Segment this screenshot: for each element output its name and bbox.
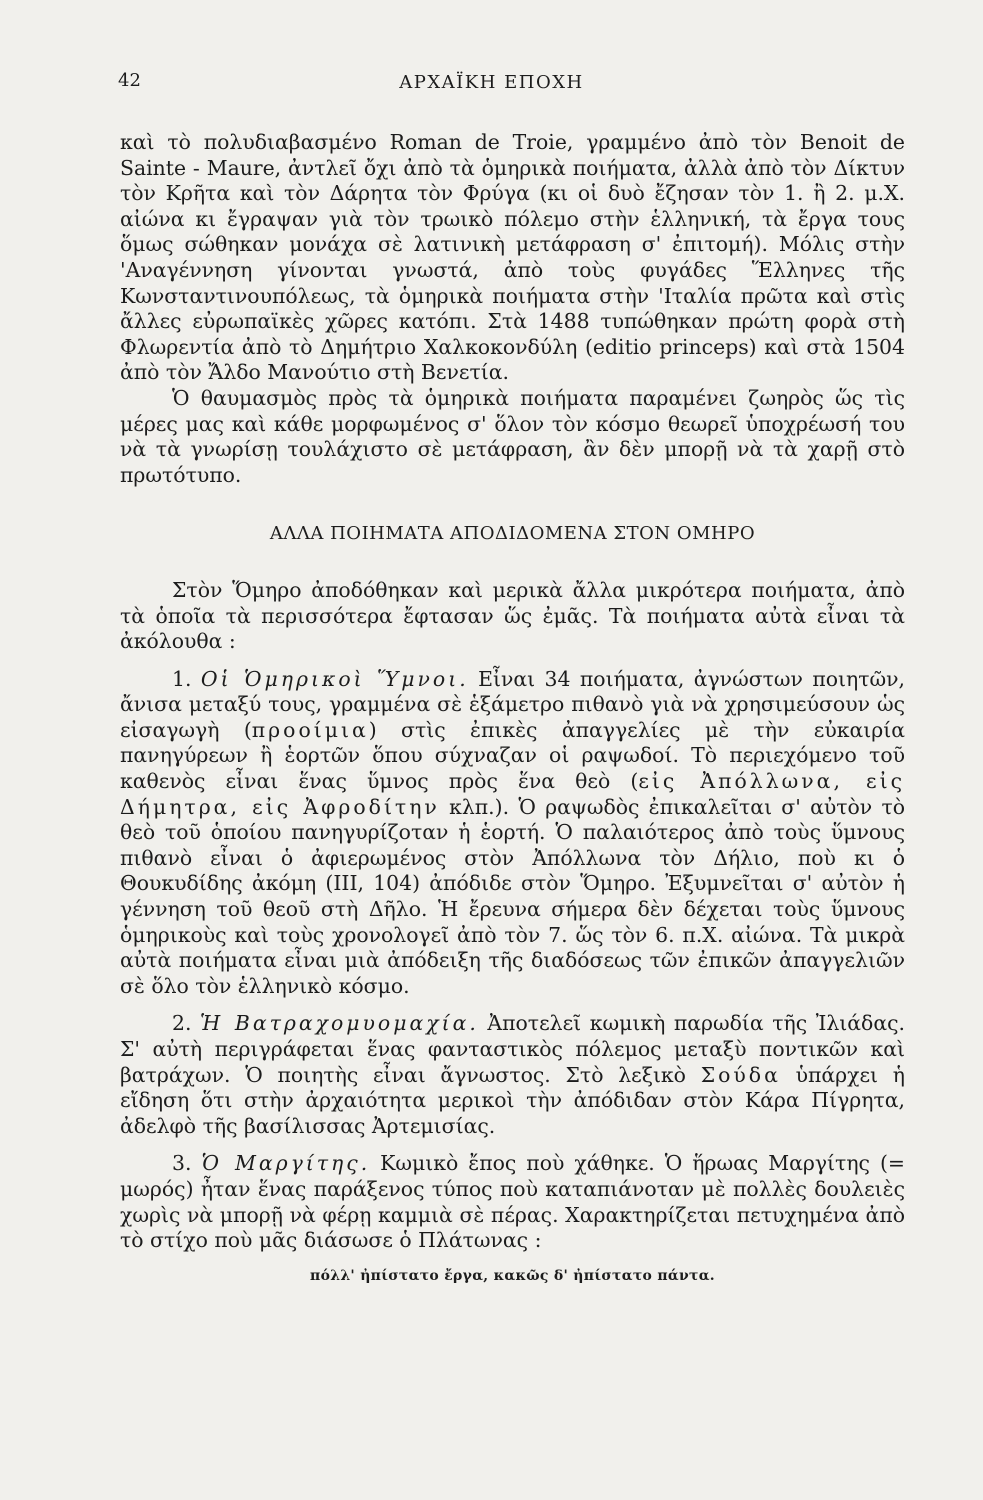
paragraph-admiration: Ὁ θαυμασμὸς πρὸς τὰ ὁμηρικὰ ποιήματα παραμένει ζωηρὸς ὥς τὶς μέρες μας καὶ κάθε μορφωμένος σ' ὅλον τὸν κόσμο θεωρεῖ ὑποχρέωσή του νὰ τὰ γνωρίσῃ τουλάχιστο σὲ μετάφραση, ἂν δὲν μπορῇ νὰ τὰ χαρῇ στὸ πρωτότυπο. (120, 385, 905, 487)
item-number: 2. (172, 1011, 192, 1036)
page-number: 42 (118, 70, 141, 91)
body-text (120, 130, 905, 1289)
item-number: 3. (172, 1151, 192, 1176)
paragraph-other-poems-intro: Στὸν Ὅμηρο ἀποδόθηκαν καὶ μερικὰ ἄλλα μικρότερα ποιήματα, ἀπὸ τὰ ὁποῖα τὰ περισσότερα ἔφτασαν ὥς ἐμᾶς. Τὰ ποιήματα αὐτὰ εἶναι τὰ ἀκόλουθα : (120, 577, 905, 654)
item-spaced-term: προοίμια (251, 717, 369, 742)
item-spaced-term: εἰς Ἀπόλλωνα, εἰς Δήμητρα, εἰς Ἀφροδίτην (120, 769, 905, 819)
item-text: ) στὶς ἐπικὲς ἀπαγγελίες μὲ τὴν εὐκαιρία πανηγύρεων ἢ ἑορτῶν ὅπου σύχναζαν οἱ ραψωδοί. Τὸ περιεχόμενο τοῦ καθενὸς εἶναι ἕνας ὕμνος πρὸς ἕνα θεὸ ( (120, 717, 905, 794)
item-title: Ὁ Μαργίτης. (201, 1151, 371, 1176)
item-text: ὑπάρχει ἡ εἴδηση ὅτι στὴν ἀρχαιότητα μερικοὶ τὴν ἀπόδιδαν στὸν Κάρα Πίγρητα, ἀδελφὸ τῆς βασίλισσας Ἀρτεμισίας. (120, 1062, 905, 1138)
item-title: Οἱ Ὁμηρικοὶ Ὕμνοι. (200, 666, 469, 691)
platonic-quote: πόλλ' ἠπίστατο ἔργα, κακῶς δ' ἠπίστατο πάντα. (310, 1267, 715, 1284)
item-text: Ἀποτελεῖ κωμικὴ παρωδία τῆς Ἰλιάδας. Σ' αὐτὴ περιγράφεται ἕνας φανταστικὸς πόλεμος μεταξὺ ποντικῶν καὶ βατράχων. Ὁ ποιητὴς εἶναι ἄγνωστος. Στὸ λεξικὸ (120, 1011, 906, 1087)
list-item-homeric-hymns (120, 667, 905, 1000)
item-text: Εἶναι 34 ποιήματα, ἀγνώστων ποιητῶν, ἄνισα μεταξύ τους, γραμμένα σὲ ἑξάμετρο πιθανὸ γιὰ νὰ χρησιμεύσουν ὡς εἰσαγωγὴ ( (120, 666, 906, 742)
item-text: Κωμικὸ ἔπος ποὺ χάθηκε. Ὁ ἥρωας Μαργίτης (= μωρός) ἦταν ἕνας παράξενος τύπος ποὺ καταπιάνοταν μὲ πολλὲς δουλειὲς χωρὶς νὰ μπορῇ νὰ φέρῃ καμμιὰ σὲ πέρας. Χαρακτηρίζεται πετυχημένα ἀπὸ τὸ στίχο ποὺ μᾶς διάσωσε ὁ Πλάτωνας : (120, 1151, 905, 1253)
list-item-margites (120, 1151, 905, 1253)
item-text: κλπ.). Ὁ ραψωδὸς ἐπικαλεῖται σ' αὐτὸν τὸ θεὸ τοῦ ὁποίου πανηγυρίζοταν ἡ ἑορτή. Ὁ παλαιότερος ἀπὸ τοὺς ὕμνους πιθανὸ εἶναι ὁ ἀφιερωμένος στὸν Ἀπόλλωνα τὸν Δήλιο, ποὺ κι ὁ Θουκυδίδης ἀκόμη (III, 104) ἀπόδιδε στὸν Ὅμηρο. Ἐξυμνεῖται σ' αὐτὸν ἡ γέννηση τοῦ θεοῦ στὴ Δῆλο. Ἡ ἔρευνα σήμερα δὲν δέχεται τοὺς ὕμνους ὁμηρικοὺς καὶ τοὺς χρονολογεῖ ἀπὸ τὸν 7. ὥς τὸν 6. π.Χ. αἰώνα. Τὰ μικρὰ αὐτὰ ποιήματα εἶναι μιὰ ἀπόδειξη τῆς διαδόσεως τῶν ἐπικῶν ἀπαγγελιῶν σὲ ὅλο τὸν ἑλληνικὸ κόσμο. (120, 794, 905, 998)
item-title: Ἡ Βατραχομυομαχία. (200, 1011, 479, 1036)
running-head: ΑΡΧΑΪΚΗ ΕΠΟΧΗ (399, 72, 584, 93)
item-spaced-term: Σούδα (700, 1062, 781, 1087)
section-heading: ΑΛΛΑ ΠΟΙΗΜΑΤΑ ΑΠΟΔΙΔΟΜΕΝΑ ΣΤΟΝ ΟΜΗΡΟ (269, 523, 756, 545)
list-item-batrachomyomachia (120, 1011, 905, 1139)
item-number: 1. (172, 666, 192, 691)
paragraph-roman-de-troie: καὶ τὸ πολυδιαβασμένο Roman de Troie, γραμμένο ἀπὸ τὸν Benoit de Sainte - Maure, ἀντλεῖ ὄχι ἀπὸ τὰ ὁμηρικὰ ποιήματα, ἀλλὰ ἀπὸ τὸν Δίκτυν τὸν Κρῆτα καὶ τὸν Δάρητα τὸν Φρύγα (κι οἱ δυὸ ἔζησαν τὸν 1. ἢ 2. μ.Χ. αἰώνα κι ἔγραψαν γιὰ τὸν τρωικὸ πόλεμο στὴν ἑλληνική, τὰ ἔργα τους ὅμως σώθηκαν μονάχα σὲ λατινικὴ μετάφραση σ' ἐπιτομή). Μόλις στὴν 'Αναγέννηση γίνονται γνωστά, ἀπὸ τοὺς φυγάδες Ἕλληνες τῆς Κωνσταντινουπόλεως, τὰ ὁμηρικὰ ποιήματα στὴν 'Ιταλία πρῶτα καὶ στὶς ἄλλες εὐρωπαϊκὲς χῶρες κατόπι. Στὰ 1488 τυπώθηκαν πρώτη φορὰ στὴ Φλωρεντία ἀπὸ τὸ Δημήτριο Χαλκοκονδύλη (editio princeps) καὶ στὰ 1504 ἀπὸ τὸν Ἄλδο Μανούτιο στὴ Βενετία. (120, 130, 905, 385)
